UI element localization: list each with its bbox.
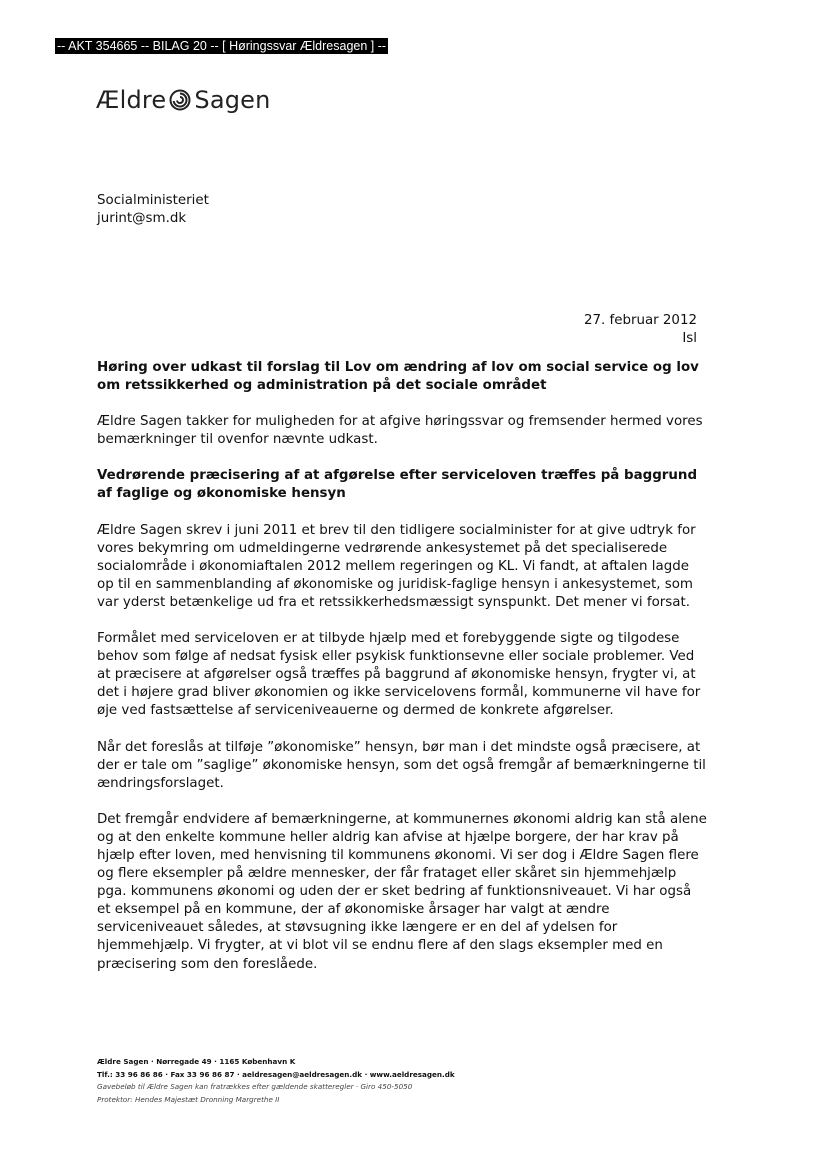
- letter-date: 27. februar 2012: [583, 313, 697, 328]
- archive-stamp: -- AKT 354665 -- BILAG 20 -- [ Høringssvar Ældresagen ] --: [57, 39, 387, 53]
- footer-address: Ældre Sagen · Nørregade 49 · 1165 København K: [97, 1057, 296, 1066]
- footer-donation: Gavebeløb til Ældre Sagen kan fratrækkes efter gældende skatteregler · Giro 450-5050: [97, 1082, 413, 1092]
- recipient-name: Socialministeriet: [97, 193, 209, 208]
- author-initials: Isl: [682, 331, 697, 346]
- body-paragraph: Ældre Sagen skrev i juni 2011 et brev til den tidligere socialminister for at give udtryk for vores bekymring om udmeldingerne vedrørende ankesystemet på det specialiserede socialområde i økonomiaftalen 2012 mellem regeringen og KL. Vi fandt, at aftalen lagde op til en sammenblanding af økonomiske og juridisk-faglige hensyn i ankesystemet, som var yderst betænkelige ud fra et retssikkerhedsmæssigt synspunkt. Det mener vi forsat.: [97, 522, 696, 610]
- footer-patron: Protektor: Hendes Majestæt Dronning Margrethe II: [97, 1094, 280, 1104]
- footer-contact: Tlf.: 33 96 86 86 · Fax 33 96 86 87 · aeldresagen@aeldresagen.dk · www.aeldresagen.dk: [97, 1069, 455, 1079]
- aeldre-sagen-logo: [96, 86, 271, 114]
- letter-footer: [97, 1056, 455, 1106]
- date-block: [584, 312, 697, 348]
- logo-swirl-icon: [168, 88, 192, 112]
- body-paragraph: Det fremgår endvidere af bemærkningerne, at kommunernes økonomi aldrig kan stå alene og at den enkelte kommune heller aldrig kan afvise at hjælpe borgere, der har krav på hjælp efter loven, med henvisning til kommunens økonomi. Vi ser dog i Ældre Sagen flere og flere eksempler på ældre mennesker, der får frataget eller skåret sin hjemmehjælp pga. kommunens økonomi og uden der er sket bedring af funktionsniveauet. Vi har også et eksempel på en kommune, der af økonomiske årsager har valgt at ændre serviceniveauet således, at støvsugning ikke længere er en del af ydelsen for hjemmehjælp. Vi frygter, at vi blot vil se endnu flere af den slags eksempler med en præcisering som den foreslåede.: [97, 811, 707, 972]
- logo-text-left: Ældre: [96, 86, 167, 114]
- recipient-email: jurint@sm.dk: [97, 211, 187, 226]
- recipient-block: [97, 192, 209, 228]
- intro-paragraph: Ældre Sagen takker for muligheden for at afgive høringssvar og fremsender hermed vores bemærkninger til ovenfor nævnte udkast.: [97, 414, 703, 448]
- body-paragraph: Når det foreslås at tilføje ”økonomiske” hensyn, bør man i det mindste også præcisere, at der er tale om ”saglige” økonomiske hensyn, som det også fremgår af bemærkningerne til ændringsforslaget.: [97, 739, 706, 791]
- letter-title: Høring over udkast til forslag til Lov om ændring af lov om social service og lov om retssikkerhed og administration på det sociale området: [97, 360, 699, 394]
- logo-text-right: Sagen: [194, 86, 271, 114]
- section-heading: Vedrørende præcisering af at afgørelse efter serviceloven træffes på baggrund af faglige og økonomiske hensyn: [97, 468, 698, 502]
- body-paragraph: Formålet med serviceloven er at tilbyde hjælp med et forebyggende sigte og tilgodese behov som følge af nedsat fysisk eller psykisk funktionsevne eller sociale problemer. Ved at præcisere at afgørelser også træffes på baggrund af økonomiske hensyn, frygter vi, at det i højere grad bliver økonomien og ikke servicelovens formål, kommunerne vil have for øje ved fastsættelse af serviceniveauerne og dermed de konkrete afgørelser.: [97, 631, 701, 719]
- letter-body: [97, 359, 707, 974]
